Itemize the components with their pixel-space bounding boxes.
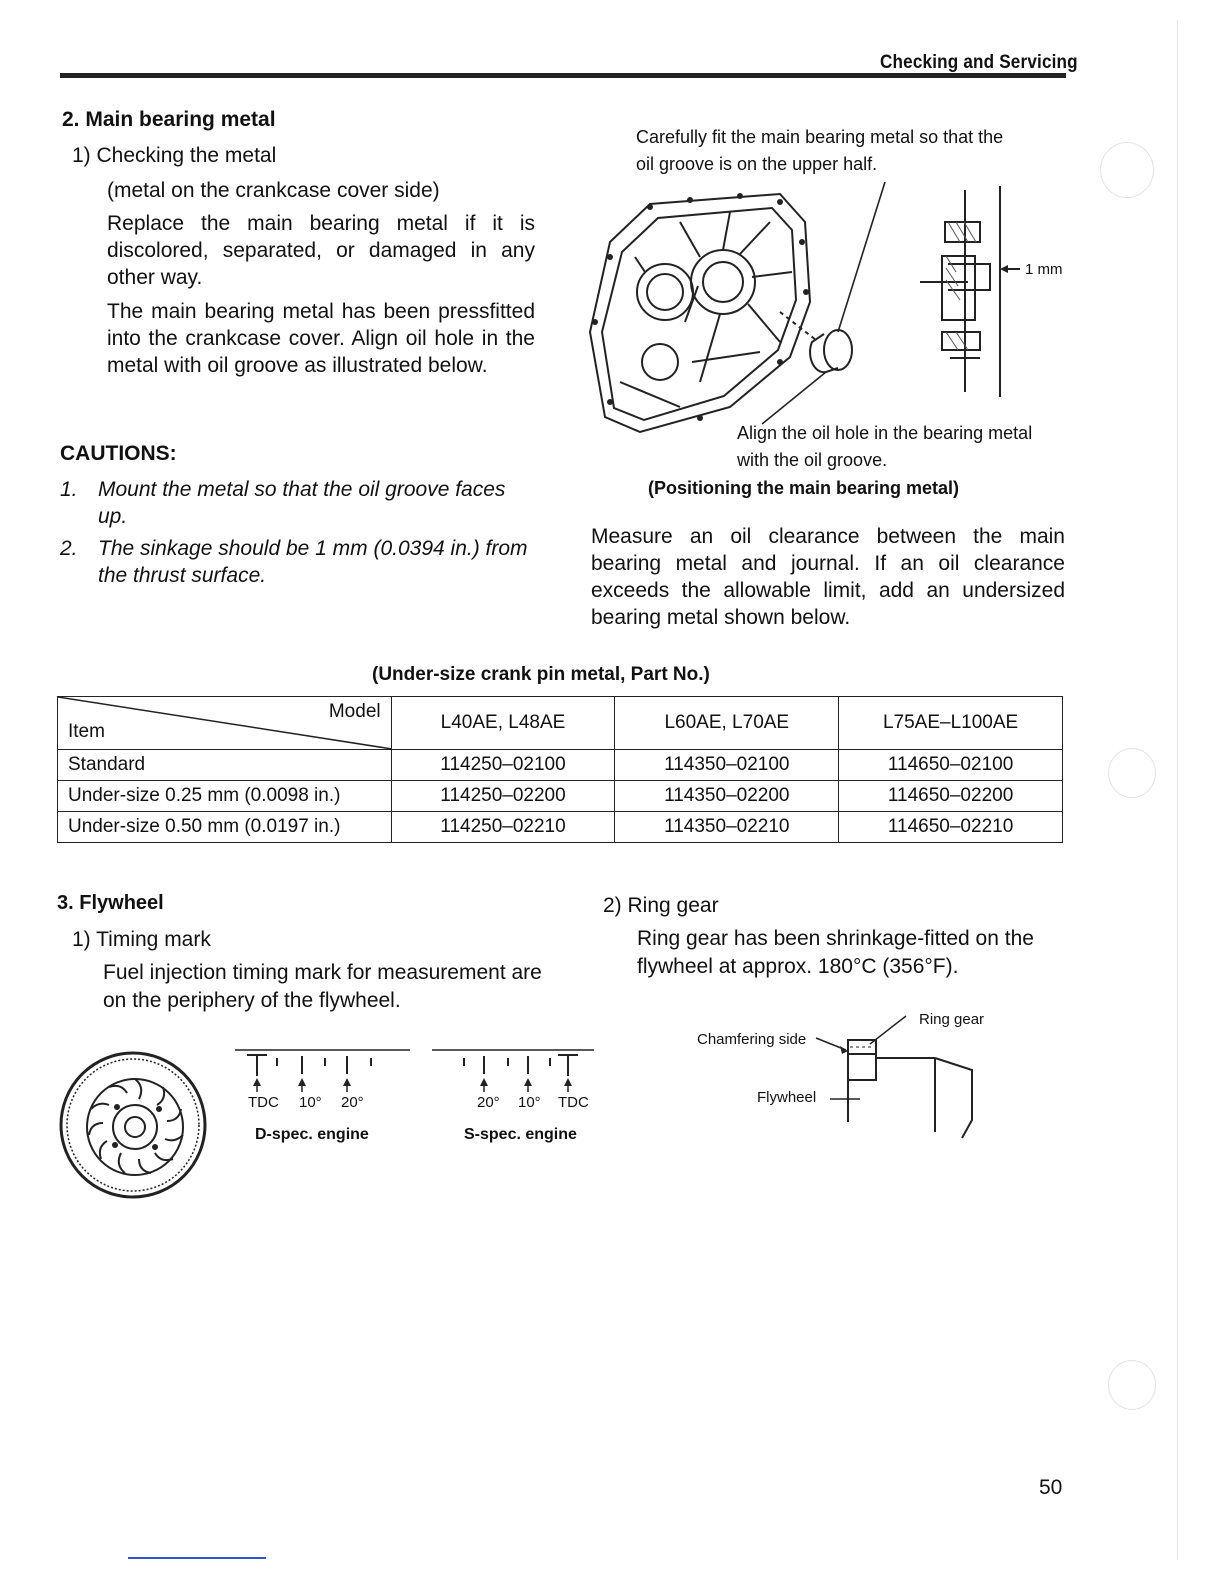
binder-hole-middle xyxy=(1108,748,1156,798)
column-header: L75AE–L100AE xyxy=(839,697,1063,750)
binder-hole-bottom xyxy=(1108,1360,1156,1410)
table-header-row xyxy=(58,697,1063,750)
caution-number: 2. xyxy=(60,537,78,560)
binder-hole-top xyxy=(1100,142,1154,198)
section-3-title: 3. Flywheel xyxy=(57,892,164,914)
part-number-cell: 114350–02200 xyxy=(615,781,839,812)
part-number-cell: 114650–02200 xyxy=(839,781,1063,812)
cautions-title: CAUTIONS: xyxy=(60,442,177,465)
part-number-cell: 114250–02100 xyxy=(391,750,615,781)
table-row xyxy=(58,750,1063,781)
dimension-label-1mm: 1 mm xyxy=(1025,261,1063,278)
paragraph-pressfitted: The main bearing metal has been pressfitted into the crankcase cover. Align oil hole in the metal with oil groove as illustrated below. xyxy=(107,300,535,377)
s-spec-caption: S-spec. engine xyxy=(464,1126,577,1143)
figure-note-bottom: Align the oil hole in the bearing metal with the oil groove. xyxy=(737,423,1033,470)
running-header: Checking and Servicing xyxy=(880,52,1078,73)
part-number-table xyxy=(57,696,1063,843)
column-header: L60AE, L70AE xyxy=(615,697,839,750)
row-item: Standard xyxy=(58,750,392,781)
part-number-cell: 114650–02100 xyxy=(839,750,1063,781)
figure-note-top: Carefully fit the main bearing metal so that the oil groove is on the upper half. xyxy=(636,127,1004,174)
part-number-cell: 114250–02200 xyxy=(391,781,615,812)
ring-gear-title: 2) Ring gear xyxy=(603,894,719,917)
crankcase-cover-illustration xyxy=(580,182,1050,444)
scan-blue-line xyxy=(128,1557,266,1559)
ring-gear-diagram xyxy=(810,1010,985,1140)
page-edge-line xyxy=(1177,20,1178,1560)
caution-item-1 xyxy=(60,476,540,530)
d-spec-timing-scale xyxy=(235,1046,415,1096)
paragraph-replace: Replace the main bearing metal if it is discolored, separated, or damaged in any other way. xyxy=(107,212,535,289)
s-spec-label-tdc: TDC xyxy=(558,1094,589,1111)
table-row xyxy=(58,781,1063,812)
chamfering-side-label: Chamfering side xyxy=(697,1031,807,1048)
section-2-title: 2. Main bearing metal xyxy=(62,108,276,131)
flywheel-illustration xyxy=(55,1035,215,1200)
table-row xyxy=(58,812,1063,843)
d-spec-label-tdc: TDC xyxy=(248,1094,279,1111)
step-1-title: 1) Checking the metal xyxy=(72,144,277,167)
column-header: L40AE, L48AE xyxy=(391,697,615,750)
row-item: Under-size 0.50 mm (0.0197 in.) xyxy=(58,812,392,843)
ring-gear-text: Ring gear has been shrinkage-fitted on the flywheel at approx. 180°C (356°F). xyxy=(637,927,1034,978)
timing-mark-text: Fuel injection timing mark for measurement are on the periphery of the flywheel. xyxy=(103,961,542,1012)
part-number-cell: 114350–02100 xyxy=(615,750,839,781)
timing-mark-title: 1) Timing mark xyxy=(72,928,211,951)
paragraph-measure: Measure an oil clearance between the main bearing metal and journal. If an oil clearance exceeds the allowable limit, add an undersized bearing metal shown below. xyxy=(591,525,1065,629)
caution-number: 1. xyxy=(60,478,78,501)
d-spec-label-10: 10° xyxy=(299,1094,322,1111)
part-number-cell: 114250–02210 xyxy=(391,812,615,843)
page-number: 50 xyxy=(1039,1476,1063,1499)
d-spec-label-20: 20° xyxy=(341,1094,364,1111)
part-number-cell: 114350–02210 xyxy=(615,812,839,843)
header-rule xyxy=(60,73,1066,78)
caution-text: Mount the metal so that the oil groove faces up. xyxy=(98,478,506,528)
step-1-subtitle: (metal on the crankcase cover side) xyxy=(107,179,440,202)
s-spec-label-20: 20° xyxy=(477,1094,500,1111)
header-diagonal-cell xyxy=(58,697,392,750)
s-spec-label-10: 10° xyxy=(518,1094,541,1111)
caution-item-2 xyxy=(60,535,540,589)
header-model: Model xyxy=(328,701,381,722)
flywheel-label: Flywheel xyxy=(757,1089,817,1106)
header-item: Item xyxy=(68,721,105,742)
table-title: (Under-size crank pin metal, Part No.) xyxy=(372,664,710,685)
d-spec-caption: D-spec. engine xyxy=(255,1126,369,1143)
part-number-cell: 114650–02210 xyxy=(839,812,1063,843)
s-spec-timing-scale xyxy=(432,1046,612,1096)
ring-gear-label: Ring gear xyxy=(919,1011,985,1028)
caution-text: The sinkage should be 1 mm (0.0394 in.) from the thrust surface. xyxy=(98,537,528,587)
figure-caption: (Positioning the main bearing metal) xyxy=(648,478,960,498)
row-item: Under-size 0.25 mm (0.0098 in.) xyxy=(58,781,392,812)
